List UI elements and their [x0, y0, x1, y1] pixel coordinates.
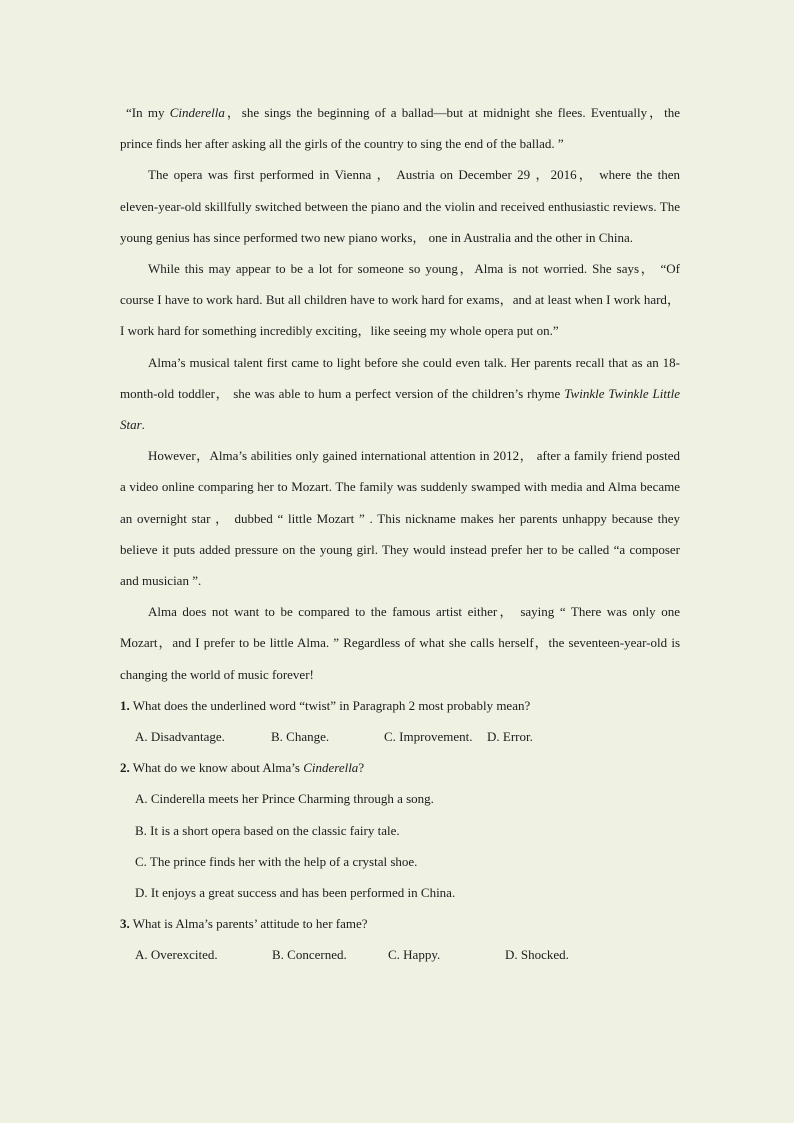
question-1-options [120, 721, 680, 752]
question-2 [120, 752, 680, 783]
paragraph-3: While this may appear to be a lot for someone so young，Alma is not worried. She says， “Of course I have to work hard. But all children have to work hard for exams，and at least when I work hard，I work hard for something incredibly exciting，like seeing my whole opera put on.” [120, 261, 680, 339]
question-number: 1. [120, 697, 130, 713]
option-d[interactable]: D. Error. [487, 729, 533, 745]
paragraph-5: However，Alma’s abilities only gained international attention in 2012， after a family friend posted a video online comparing her to Mozart. The family was suddenly swamped with media and Alma became an overnight star ， dubbed “ little Mozart ” . This nickname makes her parents unhappy because they believe it puts added pressure on the young girl. They would instead prefer her to be called “a composer and musician ”. [120, 448, 680, 589]
question-number: 3. [120, 916, 130, 932]
p4-rhyme-italic: Twinkle Twinkle Little Star [120, 385, 680, 433]
document-page [120, 97, 680, 971]
p1-title-italic: Cinderella [169, 105, 225, 120]
paragraph-1 [120, 97, 680, 159]
question-3 [120, 908, 680, 939]
option-c[interactable]: C. Improvement. [384, 729, 473, 745]
paragraph-2: The opera was first performed in Vienna ， Austria on December 29 ，2016， where the then eleven-year-old skillfully switched between the piano and the violin and received enthusiastic reviews. The young genius has since performed two new piano works， one in Australia and the other in China. [120, 167, 680, 245]
paragraph-4 [120, 347, 680, 441]
paragraph-6: Alma does not want to be compared to the famous artist either， saying “ There was only one Mozart，and I prefer to be little Alma. ” Regardless of what she calls herself，the seventeen-year-old is changing the world of music forever! [120, 604, 680, 682]
option-a[interactable]: A. Disadvantage. [135, 729, 225, 745]
question-3-options [120, 939, 680, 970]
option-d[interactable]: D. Shocked. [505, 947, 569, 963]
question-text-before: What do we know about Alma’s [129, 760, 304, 776]
option-c[interactable]: C. The prince finds her with the help of a crystal shoe. [135, 853, 418, 869]
option-b[interactable]: B. Concerned. [272, 947, 347, 963]
p4-text-after: . [141, 417, 145, 433]
question-italic-title: Cinderella [303, 760, 359, 776]
question-number: 2. [120, 760, 130, 776]
option-d[interactable]: D. It enjoys a great success and has been performed in China. [135, 885, 456, 901]
p1-text-before: “In my [126, 105, 170, 120]
p4-text-before: Alma’s musical talent first came to light before she could even talk. Her parents recall that as an 18-month-old toddler， she was able to hum a perfect version of the children’s rhyme [120, 354, 680, 401]
option-b[interactable]: B. Change. [271, 729, 330, 745]
p1-text-after: ，she sings the beginning of a ballad—but at midnight she flees. Eventually，the prince finds her after asking all the girls of the country to sing the end of the ballad. ” [120, 105, 680, 152]
option-a[interactable]: A. Overexcited. [135, 947, 218, 963]
option-a[interactable]: A. Cinderella meets her Prince Charming through a song. [135, 791, 434, 807]
question-text: What is Alma’s parents’ attitude to her fame? [129, 916, 368, 932]
question-1 [120, 690, 680, 721]
question-text-after: ? [358, 760, 365, 776]
option-b[interactable]: B. It is a short opera based on the classic fairy tale. [135, 822, 400, 838]
option-c[interactable]: C. Happy. [388, 947, 441, 963]
question-text: What does the underlined word “twist” in Paragraph 2 most probably mean? [129, 697, 531, 713]
